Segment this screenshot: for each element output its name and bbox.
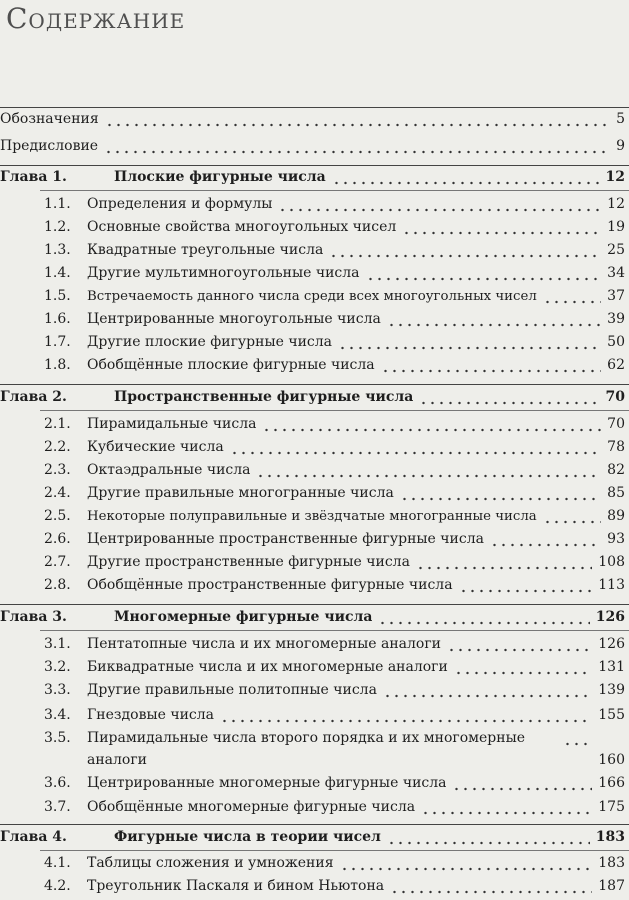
section-entry[interactable] — [44, 482, 625, 504]
dot-leader — [447, 633, 592, 655]
section-title: Встречаемость данного числа среди всех многоугольных чисел — [87, 289, 537, 304]
toc-entry-notation[interactable] — [0, 108, 625, 130]
section-title: Пирамидальные числа второго порядка и их многомерные аналоги — [87, 730, 526, 768]
chapter-separator — [0, 824, 629, 825]
section-separator — [40, 410, 629, 411]
dot-leader — [366, 262, 602, 284]
dot-leader — [381, 354, 602, 376]
section-title: Биквадратные числа и их многомерные аналоги — [87, 659, 448, 675]
dot-leader — [332, 166, 600, 188]
section-page: 166 — [598, 775, 625, 791]
chapter-separator — [0, 384, 629, 385]
section-title: Другие пространственные фигурные числа — [87, 554, 410, 570]
dot-leader — [452, 772, 592, 794]
section-page: 25 — [607, 242, 625, 258]
dot-leader — [543, 285, 601, 307]
section-entry[interactable] — [44, 354, 625, 376]
dot-leader — [454, 656, 592, 678]
section-entry[interactable] — [44, 574, 625, 596]
dot-leader — [387, 826, 590, 848]
section-entry[interactable] — [44, 193, 625, 215]
section-title: Таблицы сложения и умножения — [87, 855, 334, 871]
section-title: Центрированные пространственные фигурные числа — [87, 531, 484, 547]
dot-leader — [256, 459, 601, 481]
chapter-page: 12 — [605, 169, 625, 185]
dot-leader — [338, 331, 601, 353]
section-number: 2.6. — [44, 531, 71, 547]
section-entry[interactable] — [44, 633, 625, 655]
section-page: 34 — [607, 265, 625, 281]
section-title: Центрированные многоугольные числа — [87, 311, 381, 327]
section-number: 1.7. — [44, 334, 71, 350]
section-entry[interactable] — [44, 239, 625, 261]
section-title: Обобщённые плоские фигурные числа — [87, 357, 375, 373]
chapter-title: Фигурные числа в теории чисел — [114, 829, 381, 845]
section-separator — [40, 850, 629, 851]
chapter-separator — [0, 604, 629, 605]
section-number: 1.3. — [44, 242, 71, 258]
entry-page: 9 — [616, 138, 625, 154]
page-title: Содержание — [6, 2, 186, 35]
dot-leader — [104, 135, 610, 157]
section-page: 126 — [598, 636, 625, 652]
section-separator — [40, 630, 629, 631]
section-title: Пентатопные числа и их многомерные аналоги — [87, 636, 441, 652]
dot-leader — [329, 239, 601, 261]
chapter-title: Пространственные фигурные числа — [114, 389, 414, 405]
chapter-1-entry[interactable] — [0, 166, 625, 188]
section-title: Пирамидальные числа — [87, 416, 257, 432]
section-title: Квадратные треугольные числа — [87, 242, 324, 258]
section-title: Центрированные многомерные фигурные числа — [87, 775, 447, 791]
section-entry[interactable] — [44, 796, 625, 818]
section-page: 175 — [598, 799, 625, 815]
section-number: 1.8. — [44, 357, 71, 373]
section-entry[interactable] — [44, 528, 625, 550]
section-title: Треугольник Паскаля и бином Ньютона — [87, 878, 385, 894]
section-page: 108 — [598, 554, 625, 570]
section-number: 1.4. — [44, 265, 71, 281]
chapter-3-entry[interactable] — [0, 606, 625, 628]
dot-leader — [340, 852, 593, 874]
dot-leader — [378, 606, 589, 628]
section-entry[interactable] — [44, 727, 625, 771]
section-number: 3.2. — [44, 659, 71, 675]
section-number: 3.1. — [44, 636, 71, 652]
chapter-number: Глава 1. — [0, 169, 67, 185]
dot-leader — [563, 727, 592, 771]
section-page: 131 — [598, 659, 625, 675]
toc-entry-preface[interactable] — [0, 135, 625, 157]
dot-leader — [278, 193, 601, 215]
section-title: Обобщённые многомерные фигурные числа — [87, 799, 416, 815]
section-title: Основные свойства многоугольных чисел — [87, 219, 397, 235]
chapter-page: 70 — [605, 389, 625, 405]
section-number: 2.2. — [44, 439, 71, 455]
section-page: 39 — [607, 311, 625, 327]
section-entry[interactable] — [44, 875, 625, 897]
dot-leader — [390, 875, 592, 897]
section-page: 12 — [607, 196, 625, 212]
section-number: 3.6. — [44, 775, 71, 791]
section-number: 3.3. — [44, 682, 71, 698]
section-title: Другие правильные политопные числа — [87, 682, 377, 698]
section-title: Другие мультимногоугольные числа — [87, 265, 360, 281]
section-entry[interactable] — [44, 852, 625, 874]
section-page: 89 — [607, 508, 625, 524]
section-entry[interactable] — [44, 216, 625, 238]
section-entry[interactable] — [44, 551, 625, 573]
chapter-number: Глава 4. — [0, 829, 67, 845]
dot-leader — [220, 704, 592, 726]
section-number: 1.1. — [44, 196, 71, 212]
section-page: 19 — [607, 219, 625, 235]
section-title: Октаэдральные числа — [87, 462, 251, 478]
section-title: Обобщённые пространственные фигурные числа — [87, 577, 453, 593]
chapter-page: 126 — [595, 609, 625, 625]
chapter-2-entry[interactable] — [0, 386, 625, 408]
chapter-page: 183 — [595, 829, 625, 845]
section-number: 1.5. — [44, 288, 71, 304]
section-title: Некоторые полуправильные и звёздчатые многогранные числа — [87, 509, 537, 524]
dot-leader — [402, 216, 601, 238]
entry-label: Предисловие — [0, 138, 99, 154]
section-page: 139 — [598, 682, 625, 698]
entry-label: Обозначения — [0, 111, 99, 127]
section-number: 2.5. — [44, 508, 71, 524]
entry-page: 5 — [616, 111, 625, 127]
dot-leader — [262, 413, 601, 435]
section-entry[interactable] — [44, 704, 625, 726]
dot-leader — [416, 551, 592, 573]
section-page: 82 — [607, 462, 625, 478]
section-page: 78 — [607, 439, 625, 455]
section-number: 3.5. — [44, 730, 71, 746]
section-page: 113 — [598, 577, 625, 593]
dot-leader — [543, 505, 601, 527]
section-page: 93 — [607, 531, 625, 547]
section-page: 62 — [607, 357, 625, 373]
section-number: 2.4. — [44, 485, 71, 501]
dot-leader — [459, 574, 593, 596]
chapter-4-entry[interactable] — [0, 826, 625, 848]
section-number: 3.4. — [44, 707, 71, 723]
section-number: 2.1. — [44, 416, 71, 432]
section-entry[interactable] — [44, 262, 625, 284]
section-number: 4.1. — [44, 855, 71, 871]
dot-leader — [387, 308, 601, 330]
dot-leader — [230, 436, 601, 458]
section-entry[interactable] — [44, 772, 625, 794]
dot-leader — [105, 108, 610, 130]
section-page: 155 — [598, 707, 625, 723]
section-title: Кубические числа — [87, 439, 224, 455]
dot-leader — [421, 796, 592, 818]
section-entry[interactable] — [44, 308, 625, 330]
section-entry[interactable] — [44, 656, 625, 678]
section-separator — [40, 190, 629, 191]
section-entry[interactable] — [44, 331, 625, 353]
section-title: Гнездовые числа — [87, 707, 214, 723]
section-number: 1.6. — [44, 311, 71, 327]
section-page: 160 — [598, 752, 625, 768]
chapter-number: Глава 3. — [0, 609, 67, 625]
dot-leader — [400, 482, 601, 504]
section-title: Другие плоские фигурные числа — [87, 334, 332, 350]
section-title: Определения и формулы — [87, 196, 273, 212]
section-number: 2.3. — [44, 462, 71, 478]
section-page: 183 — [598, 855, 625, 871]
section-page: 187 — [598, 878, 625, 894]
section-entry[interactable] — [44, 285, 625, 307]
chapter-title: Многомерные фигурные числа — [114, 609, 373, 625]
section-number: 1.2. — [44, 219, 71, 235]
section-page: 37 — [607, 288, 625, 304]
dot-leader — [490, 528, 601, 550]
section-entry[interactable] — [44, 436, 625, 458]
section-entry[interactable] — [44, 505, 625, 527]
dot-leader — [383, 679, 592, 701]
chapter-number: Глава 2. — [0, 389, 67, 405]
chapter-title: Плоские фигурные числа — [114, 169, 326, 185]
section-title: Другие правильные многогранные числа — [87, 485, 394, 501]
section-entry[interactable] — [44, 679, 625, 701]
section-page: 50 — [607, 334, 625, 350]
section-number: 4.2. — [44, 878, 71, 894]
section-page: 85 — [607, 485, 625, 501]
section-entry[interactable] — [44, 413, 625, 435]
section-entry[interactable] — [44, 459, 625, 481]
section-number: 2.7. — [44, 554, 71, 570]
section-page: 70 — [607, 416, 625, 432]
section-number: 3.7. — [44, 799, 71, 815]
dot-leader — [419, 386, 599, 408]
section-number: 2.8. — [44, 577, 71, 593]
